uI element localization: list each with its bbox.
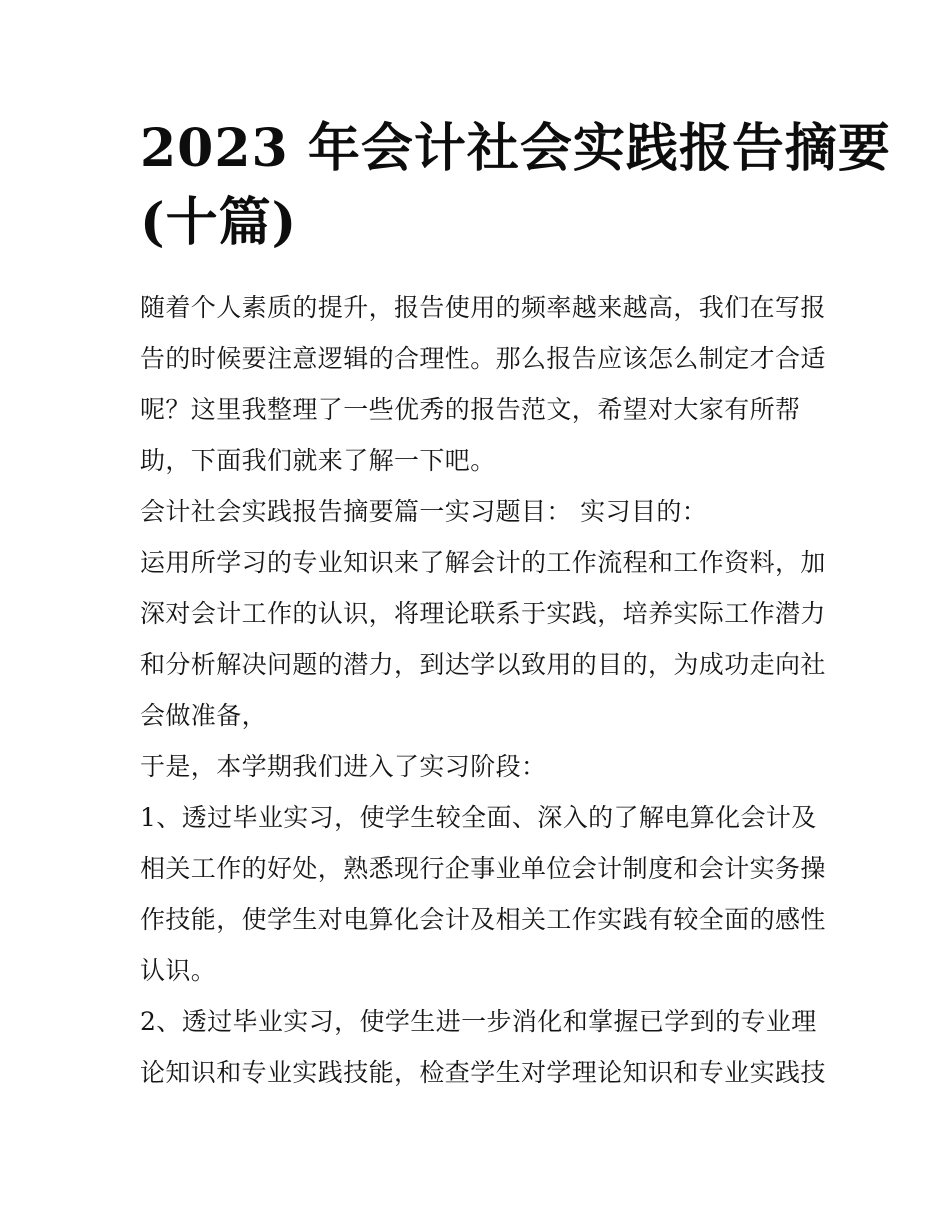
text-line: 会计社会实践报告摘要篇一实习题目： 实习目的： [140,497,708,526]
text-line: 和分析解决问题的潜力，到达学以致用的目的，为成功走向社 [140,650,826,679]
text-line: 1、透过毕业实习，使学生较全面、深入的了解电算化会计及 [140,803,817,832]
title-line: (十篇) [140,192,298,253]
text-line: 2、透过毕业实习，使学生进一步消化和掌握已学到的专业理 [140,1007,817,1036]
document-body [140,282,826,1098]
text-line: 运用所学习的专业知识来了解会计的工作流程和工作资料，加 [140,548,826,577]
text-line: 会做准备， [140,701,268,730]
text-line: 相关工作的好处，熟悉现行企事业单位会计制度和会计实务操 [140,854,826,883]
list-item-2-paragraph [140,996,826,1098]
text-line: 随着个人素质的提升，报告使用的频率越来越高，我们在写报 [140,293,826,322]
text-line: 论知识和专业实践技能，检查学生对学理论知识和专业实践技 [140,1058,826,1087]
text-line: 于是，本学期我们进入了实习阶段： [140,752,547,781]
text-line: 呢？这里我整理了一些优秀的报告范文，希望对大家有所帮 [140,395,801,424]
intro-paragraph [140,282,826,486]
document-title [140,112,891,260]
section-heading-paragraph [140,486,820,537]
text-line: 作技能，使学生对电算化会计及相关工作实践有较全面的感性 [140,905,826,934]
transition-paragraph [140,741,820,792]
title-line: 2023 年会计社会实践报告摘要 [140,118,891,179]
text-line: 助，下面我们就来了解一下吧。 [140,446,496,475]
purpose-paragraph [140,537,826,741]
text-line: 认识。 [140,956,217,985]
text-line: 深对会计工作的认识，将理论联系于实践，培养实际工作潜力 [140,599,826,628]
text-line: 告的时候要注意逻辑的合理性。那么报告应该怎么制定才合适 [140,344,826,373]
list-item-1-paragraph [140,792,826,996]
